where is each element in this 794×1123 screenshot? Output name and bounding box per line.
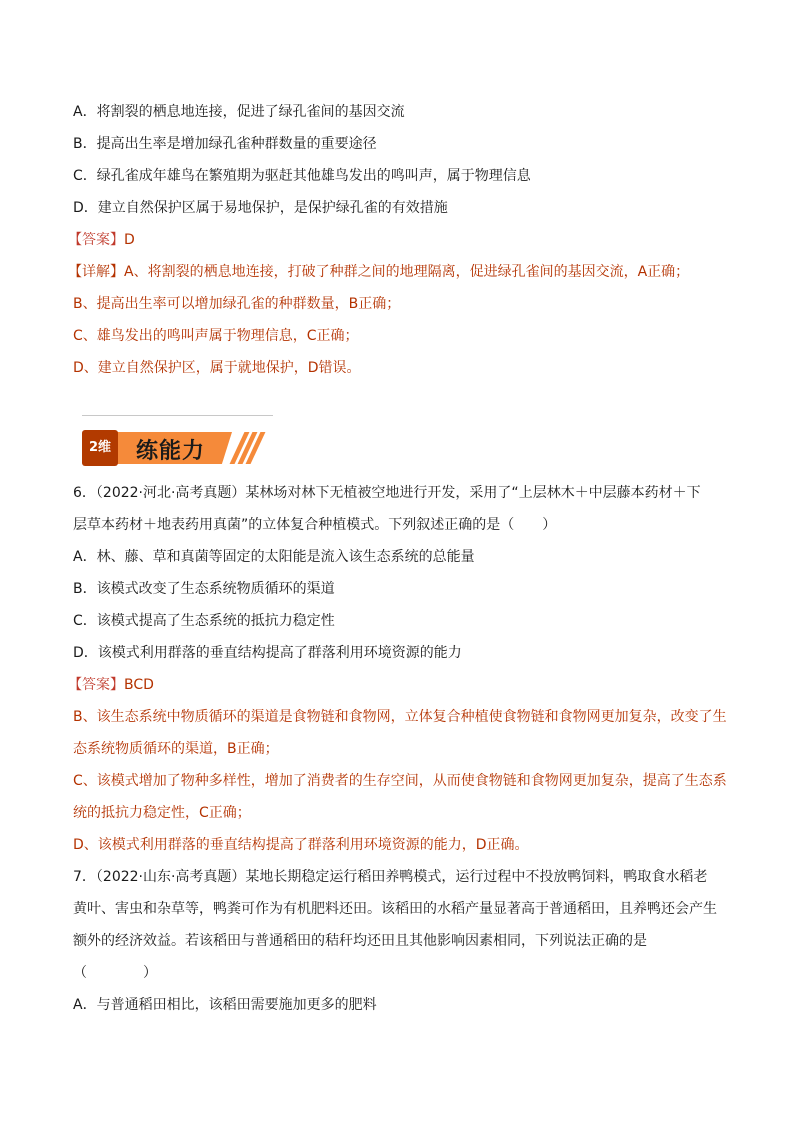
q7-stem-line: 黄叶、害虫和杂草等，鸭粪可作为有机肥料还田。该稻田的水稻产量显著高于普通稻田，且养鸭还会产生 (73, 901, 717, 917)
q6-explain-line: C、该模式增加了物种多样性，增加了消费者的生存空间，从而使食物链和食物网更加复杂，提高了生态系 (73, 773, 727, 789)
q6-explain-line: B、该生态系统中物质循环的渠道是食物链和食物网，立体复合种植使食物链和食物网更加复杂，改变了生 (73, 709, 727, 725)
q5-option-a: A．将割裂的栖息地连接，促进了绿孔雀间的基因交流 (73, 104, 405, 120)
q5-option-b: B．提高出生率是增加绿孔雀种群数量的重要途径 (73, 136, 377, 152)
answer-value: D (124, 232, 135, 248)
q7-stem-line: 7．（2022·山东·高考真题）某地长期稳定运行稻田养鸭模式，运行过程中不投放鸭饲料，鸭取食水稻老 (73, 869, 708, 885)
q6-explain-line: 统的抵抗力稳定性，C正确； (73, 805, 251, 821)
q6-answer (68, 676, 154, 694)
q5-option-d: D．建立自然保护区属于易地保护，是保护绿孔雀的有效措施 (73, 200, 448, 216)
q7-option-a: A．与普通稻田相比，该稻田需要施加更多的肥料 (73, 997, 377, 1013)
answer-tag: 【答案】 (68, 677, 124, 693)
q6-option-c: C．该模式提高了生态系统的抵抗力稳定性 (73, 613, 335, 629)
q5-explain-line: B、提高出生率可以增加绿孔雀的种群数量，B正确； (73, 296, 401, 312)
q7-stem-line: （ ） (73, 965, 157, 981)
q6-option-d: D．该模式利用群落的垂直结构提高了群落利用环境资源的能力 (73, 645, 462, 661)
q6-stem-line: 6．（2022·河北·高考真题）某林场对林下无植被空地进行开发，采用了“上层林木＋中层藤本药材＋下 (73, 485, 701, 501)
section-banner (82, 430, 257, 468)
explain-tag: 【详解】 (68, 264, 124, 280)
q6-option-a: A．林、藤、草和真菌等固定的太阳能是流入该生态系统的总能量 (73, 549, 475, 565)
q6-explain-line: D、该模式利用群落的垂直结构提高了群落利用环境资源的能力，D正确。 (73, 837, 529, 853)
q5-explain-line: D、建立自然保护区，属于就地保护，D错误。 (73, 360, 361, 376)
section-badge: 2维 (82, 430, 118, 466)
answer-tag: 【答案】 (68, 232, 124, 248)
q5-explain-line: C、雄鸟发出的鸣叫声属于物理信息，C正确； (73, 328, 359, 344)
q6-explain-line: 态系统物质循环的渠道，B正确； (73, 741, 279, 757)
q5-option-c: C．绿孔雀成年雄鸟在繁殖期为驱赶其他雄鸟发出的鸣叫声，属于物理信息 (73, 168, 531, 184)
q7-stem-line: 额外的经济效益。若该稻田与普通稻田的秸秆均还田且其他影响因素相同，下列说法正确的是 (73, 933, 647, 949)
q5-answer (68, 231, 135, 249)
section-divider (82, 415, 273, 416)
explain-text: A、将割裂的栖息地连接，打破了种群之间的地理隔离，促进绿孔雀间的基因交流，A正确； (124, 264, 690, 280)
answer-value: BCD (124, 677, 154, 693)
q6-option-b: B．该模式改变了生态系统物质循环的渠道 (73, 581, 335, 597)
section-title: 练能力 (136, 439, 206, 464)
q6-stem-line: 层草本药材＋地表药用真菌”的立体复合种植模式。下列叙述正确的是（ ） (73, 517, 557, 533)
q5-explain-line (68, 263, 689, 281)
